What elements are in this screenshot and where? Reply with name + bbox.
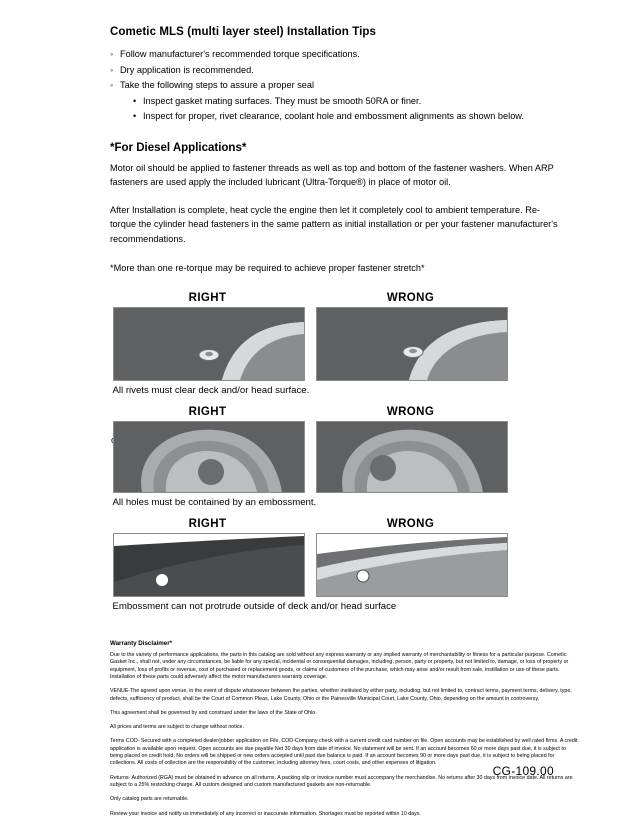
figure-label-wrong: WRONG (386, 518, 435, 531)
diesel-paragraph-2: After Installation is complete, heat cycle the engine then let it completely cool to ambient temperature. Re-torque the cylinder head fasteners in the same pattern as initial installation or per your fastener manufacturer's recommendations. (110, 204, 558, 244)
figure-wrong-embossment (316, 406, 506, 493)
figure-right-rivets (113, 292, 303, 381)
figure-label-right: RIGHT (188, 406, 227, 419)
warranty-paragraph: Review your invoice and notify us immediately of any incorrect or inaccurate information. Shortages must be reported within 10 days. (110, 810, 421, 817)
figure-group-protrusion (40, 518, 578, 612)
figure-caption-embossment: All holes must be contained by an embossment. (112, 497, 317, 509)
list-item: • Inspect gasket mating surfaces. They must be smooth 50RA or finer. (133, 94, 578, 110)
list-item-label: Take the following steps to assure a proper seal (120, 80, 315, 90)
figure-wrong-protrusion (316, 518, 506, 597)
figure-row-embossment (40, 406, 578, 493)
figure-image-wrong-protrusion (316, 533, 508, 597)
figure-caption-protrusion: Embossment can not protrude outside of deck and/or head surface (112, 601, 397, 613)
tips-list (110, 47, 578, 125)
figure-wrong-rivets (316, 292, 506, 381)
tips-sublist (133, 94, 578, 125)
caption-wrap-rivets (113, 385, 506, 396)
list-item: ◦ Dry application is recommended. (110, 63, 578, 79)
list-item (110, 78, 578, 125)
warranty-paragraph: Only catalog parts are returnable. (110, 796, 189, 803)
figure-right-protrusion (113, 518, 303, 597)
diesel-heading: *For Diesel Applications* (110, 141, 247, 154)
warranty-paragraph: Terms COD- Secured with a completed dealer/jobber application on File, COD-Company check with a current credit card number on file. Open accounts may be established by well rated firms. A credit application is available upon request. Open accounts are due payable Net 30 days from date of invoice. No statement will be sent. If an account becomes 60 or more days past due, it is subject to being placed on credit hold. No orders will be shipped or new orders accepted until past due balance is paid. If an account becomes 90 or more days past due, it is subject to being placed for collections. All costs of collection are the responsibility of the customer, including attorney fees, court costs, and other expenses of litigation. (110, 738, 578, 767)
figure-label-right: RIGHT (188, 292, 227, 305)
page-title: Cometic MLS (multi layer steel) Installation Tips (110, 26, 377, 38)
diesel-note: *More than one re-torque may be required to achieve proper fastener stretch* (110, 263, 425, 274)
figure-caption-rivets: All rivets must clear deck and/or head surface. (112, 385, 310, 397)
warranty-heading: Warranty Disclaimer* (110, 640, 173, 648)
diesel-paragraph-1: Motor oil should be applied to fastener threads as well as top and bottom of the fastener washers. When ARP fasteners are used apply the included lubricant (Ultra-Torque®) in place of motor oil. (110, 162, 554, 188)
warranty-paragraph: Returns- Authorized (RGA) must be obtained in advance on all returns. A packing slip or invoice number must accompany the merchandise. No returns after 30 days from invoice date. All returns are subject to a 25% restocking charge. All custom designed and custom manufactured gaskets are non-returnable. (110, 774, 573, 788)
figure-image-right-rivets (113, 307, 305, 381)
figure-image-right-embossment (113, 421, 305, 493)
document-id: CG-109.00 (492, 764, 554, 778)
warranty-paragraph: Due to the variety of performance applications, the parts in this catalog are sold without any express warranty or any implied warranty of merchantability or fitness for a particular purpose. Cometic Gasket Inc., shall not, under any circumstances, be liable for any special, incidental or consequential damages, including, person, party or property, but not limited to, damage, or loss of property or equipment, loss of profits or revenue, cost of purchased or replacement goods, or claims of customers of the purchase, which may arise and/or result from sale, instillation or use of these parts. Installation of these parts could adversely affect the motor manufacturers warranty coverage. (110, 652, 569, 680)
warranty-paragraph: All prices and terms are subject to change without notice. (110, 724, 244, 731)
figures-area (40, 292, 578, 612)
figure-row-protrusion (40, 518, 578, 597)
caption-wrap-protrusion (113, 601, 506, 612)
figure-image-wrong-rivets (316, 307, 508, 381)
figure-label-wrong: WRONG (386, 406, 435, 419)
list-item: • Inspect for proper, rivet clearance, coolant hole and embossment alignments as shown below. (133, 109, 578, 125)
caption-wrap-embossment (113, 497, 506, 508)
warranty-section (110, 640, 580, 818)
figure-group-rivets (40, 292, 578, 381)
warranty-paragraph: This agreement shall be governed by and construed under the laws of the State of Ohio. (110, 709, 317, 716)
figure-label-right: RIGHT (188, 518, 227, 531)
list-item: ◦ Follow manufacturer's recommended torque specifications. (110, 47, 578, 63)
figure-label-wrong: WRONG (386, 292, 435, 305)
figure-group-embossment (40, 406, 578, 508)
figure-right-embossment (113, 406, 303, 493)
figure-image-wrong-embossment (316, 421, 508, 493)
warranty-paragraph: VENUE-The agreed upon venue, in the event of dispute whatsoever between the parties, whether instituted by either party, including, but not limited to, contract terms, payment terms, delivery, type, defects, sufficiency of product, shall be the Court of Common Pleas, Lake County, Ohio or the Painesville Municipal Court, Lake County, Ohio, depending on the amount in controversy. (110, 688, 572, 702)
figure-image-right-protrusion (113, 533, 305, 597)
